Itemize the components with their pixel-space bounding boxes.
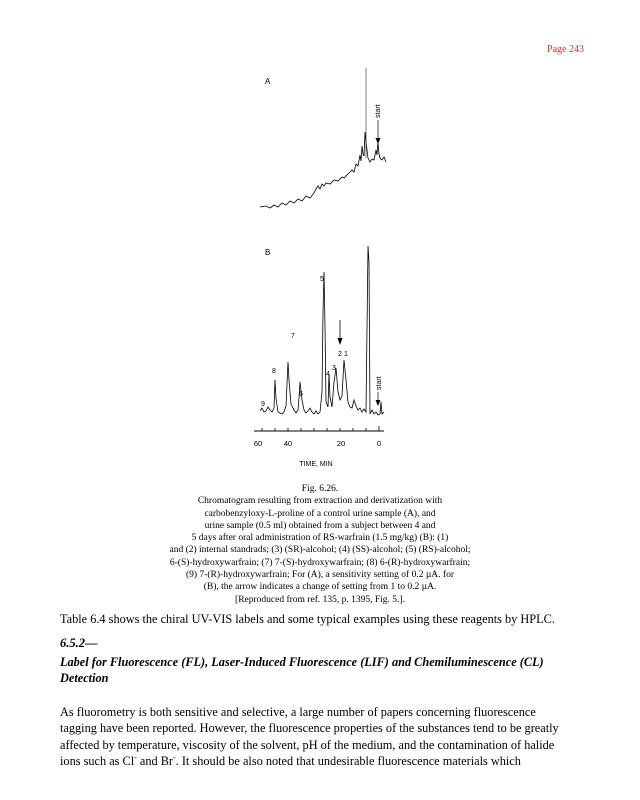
peak-label-3: 3 — [332, 365, 336, 372]
x-axis-title: TIME, MIN — [299, 461, 333, 468]
caption-line: carbobenzyloxy-L-proline of a control urine sample (A), and — [204, 508, 436, 519]
paragraph-line: As fluorometry is both sensitive and selective, a large number of papers concerning fluorescence — [60, 705, 536, 719]
page-number: Page 243 — [547, 44, 584, 55]
paragraph-line: affected by temperature, viscosity of the solvent, pH of the medium, and the contamination of halide — [60, 737, 555, 752]
panel-a-start-label: start — [375, 104, 382, 118]
caption-line: 5 days after oral administration of RS-warfrain (1.5 mg/kg) (B): (1) — [191, 533, 449, 544]
peak-label-7: 7 — [291, 333, 295, 340]
panel-b-start-label: start — [376, 376, 383, 390]
peak-label-8: 8 — [272, 368, 276, 375]
figure-caption — [150, 483, 490, 606]
peak-label-2: 2 — [338, 351, 342, 358]
paragraph-line: ions such as Cl- and Br-. It should be also noted that undesirable fluorescence materials which — [60, 753, 521, 769]
caption-line: Chromatogram resulting from extraction and derivatization with — [197, 496, 443, 507]
x-tick-40: 40 — [283, 439, 293, 448]
caption-line: urine sample (0.5 ml) obtained from a subject between 4 and — [204, 520, 436, 531]
x-tick-60: 60 — [253, 439, 263, 448]
x-tick-20: 20 — [336, 439, 346, 448]
caption-line: [Reproduced from ref. 135, p. 1395, Fig. 5.]. — [235, 594, 405, 605]
caption-line: (B), the arrow indicates a change of setting from 1 to 0.2 µA. — [203, 582, 437, 593]
paragraph-line: tagging have been reported. However, the fluorescence properties of the substances tend to be greatly — [60, 721, 559, 736]
peak-label-4: 4 — [326, 371, 330, 378]
peak-label-1: 1 — [344, 351, 348, 358]
panel-b-setting-arrowhead — [338, 338, 343, 345]
peak-label-9: 9 — [261, 401, 265, 408]
body-paragraph — [60, 704, 585, 770]
chromatogram-figure — [244, 62, 404, 482]
panel-b-trace — [260, 246, 384, 415]
peak-label-5: 5 — [320, 276, 324, 283]
caption-title: Fig. 6.26. — [301, 484, 339, 494]
caption-line: and (2) internal standrads; (3) (SR)-alcohol; (4) (SS)-alcohol; (5) (RS)-alcohol; — [169, 545, 471, 556]
panel-b-label: B — [265, 248, 271, 257]
panel-a-label: A — [265, 77, 271, 86]
panel-a-arrowhead — [376, 138, 381, 144]
x-tick-0: 0 — [376, 439, 382, 448]
section-title: Label for Fluorescence (FL), Laser-Induced Fluorescence (LIF) and Chemiluminescence (CL) Detection — [60, 655, 544, 685]
caption-line: (9) 7-(R)-hydroxywarfrain; For (A), a sensitivity setting of 0.2 µA. for — [186, 570, 454, 581]
x-axis-ticks — [262, 426, 379, 431]
peak-label-6: 6 — [299, 391, 303, 398]
panel-b-start-arrowhead — [376, 400, 381, 406]
section-number: 6.5.2— — [60, 636, 98, 650]
table-reference-sentence: Table 6.4 shows the chiral UV-VIS labels and some typical examples using these reagents by HPLC. — [60, 612, 555, 626]
panel-a-trace — [260, 132, 386, 208]
caption-line: 6-(S)-hydroxywarfrain; (7) 7-(S)-hydroxywarfrain; (8) 6-(R)-hydroxywarfrain; — [169, 557, 471, 568]
